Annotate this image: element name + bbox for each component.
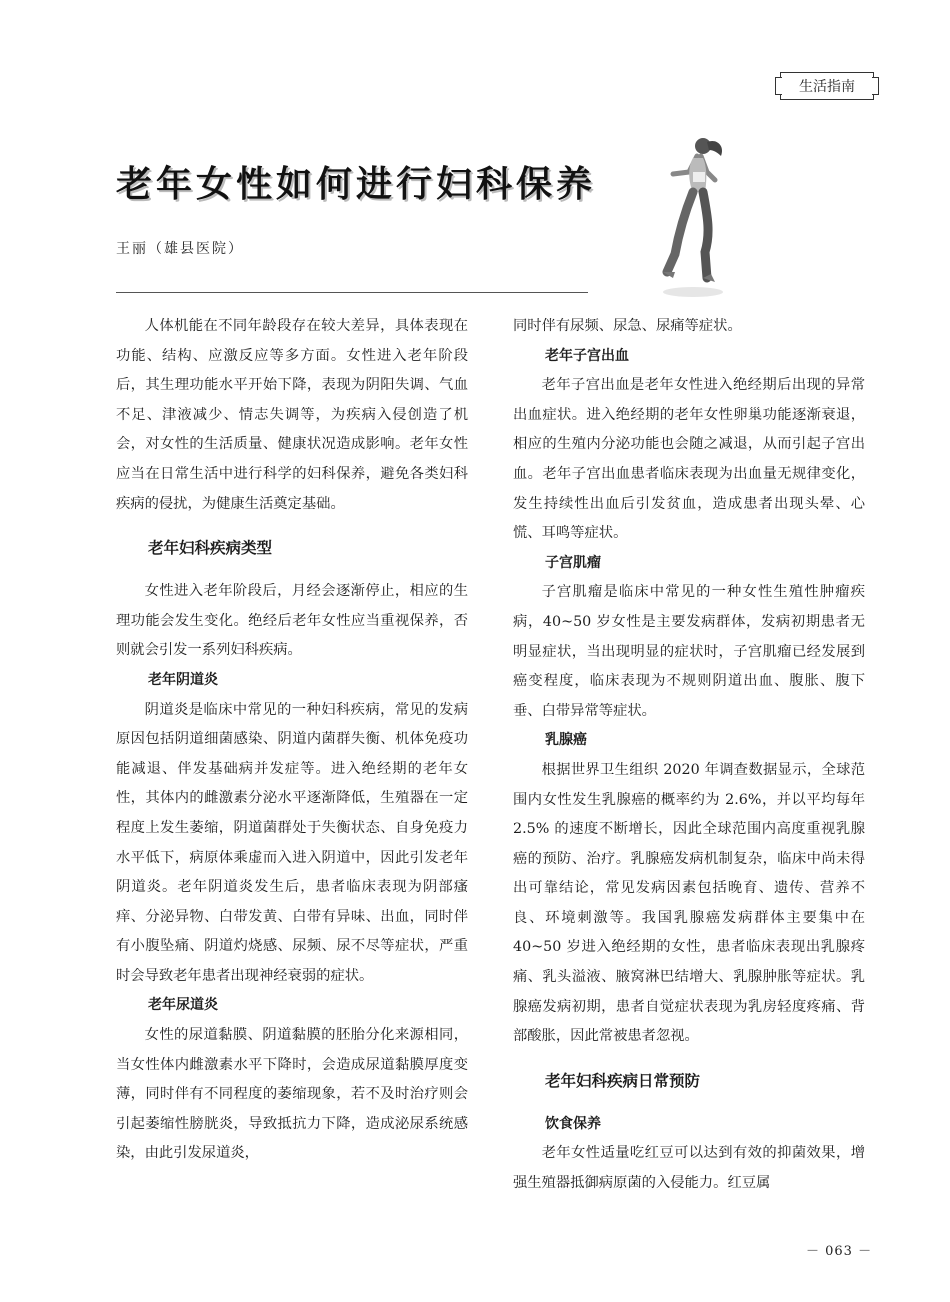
section-heading-prevention: 老年妇科疾病日常预防 (545, 1071, 701, 1090)
vaginitis-paragraph: 阴道炎是临床中常见的一种妇科疾病，常见的发病原因包括阴道细菌感染、阴道内菌群失衡、机体免疫功能减退、伴发基础病并发症等。进入绝经期的老年女性，其体内的雌激素分泌水平逐渐降低，生殖器在一定程度上发生萎缩，阴道菌群处于失衡状态、自身免疫力水平低下，病原体乘虚而入进入阴道中，因此引发老年阴道炎。老年阴道炎发生后，患者临床表现为阴部瘙痒、分泌异物、白带发黄、白带有异味、出血，同时伴有小腹坠痛、阴道灼烧感、尿频、尿不尽等症状，严重时会导致老年患者出现神经衰弱的症状。 (116, 701, 468, 984)
section-heading-disease-types: 老年妇科疾病类型 (148, 539, 273, 558)
subheading-diet: 饮食保养 (545, 1115, 601, 1132)
page-number: － 063 － (806, 1244, 873, 1259)
title-divider (116, 292, 588, 293)
uterine-fibroids-paragraph: 子宫肌瘤是临床中常见的一种女性生殖性肿瘤疾病，40~50 岁女性是主要发病群体，发病初期患者无明显症状，当出现明显的症状时，子宫肌瘤已经发展到癌变程度，临床表现为不规则阴道出血、腹胀、腹下垂、白带异常等症状。 (513, 584, 865, 719)
subheading-vaginitis: 老年阴道炎 (148, 671, 218, 688)
section-intro-paragraph: 女性进入老年阶段后，月经会逐渐停止，相应的生理功能会发生变化。绝经后老年女性应当重视保养，否则就会引发一系列妇科疾病。 (116, 583, 468, 659)
subheading-breast-cancer: 乳腺癌 (545, 732, 587, 749)
runner-illustration-icon (645, 132, 740, 300)
left-column (116, 312, 468, 1169)
continued-paragraph: 同时伴有尿频、尿急、尿痛等症状。 (513, 318, 742, 334)
right-column (513, 312, 865, 1199)
urethritis-paragraph: 女性的尿道黏膜、阴道黏膜的胚胎分化来源相同，当女性体内雌激素水平下降时，会造成尿道黏膜厚度变薄，同时伴有不同程度的萎缩现象，若不及时治疗则会引起萎缩性膀胱炎，导致抵抗力下降，造成泌尿系统感染，由此引发尿道炎， (116, 1027, 468, 1162)
author-line: 王丽（雄县医院） (116, 241, 244, 257)
section-tag: 生活指南 (780, 72, 874, 100)
diet-paragraph: 老年女性适量吃红豆可以达到有效的抑菌效果，增强生殖器抵御病原菌的入侵能力。红豆属 (513, 1145, 865, 1192)
subheading-uterine-fibroids: 子宫肌瘤 (545, 554, 601, 571)
subheading-uterine-bleeding: 老年子宫出血 (545, 347, 629, 364)
breast-cancer-paragraph: 根据世界卫生组织 2020 年调查数据显示，全球范围内女性发生乳腺癌的概率约为 2.6%，并以平均每年 2.5% 的速度不断增长，因此全球范围内高度重视乳腺癌的预防、治疗。乳腺癌发病机制复杂，临床中尚未得出可靠结论，常见发病因素包括晚育、遗传、营养不良、环境刺激等。我国乳腺癌发病群体主要集中在 40~50 岁进入绝经期的女性，患者临床表现出乳腺疼痛、乳头溢液、腋窝淋巴结增大、乳腺肿胀等症状。乳腺癌发病初期，患者自觉症状表现为乳房轻度疼痛、背部酸胀，因此常被患者忽视。 (513, 761, 865, 1045)
article-title: 老年女性如何进行妇科保养 (116, 164, 597, 205)
subheading-urethritis: 老年尿道炎 (148, 997, 218, 1014)
uterine-bleeding-paragraph: 老年子宫出血是老年女性进入绝经期后出现的异常出血症状。进入绝经期的老年女性卵巢功能逐渐衰退，相应的生殖内分泌功能也会随之减退，从而引起子宫出血。老年子宫出血患者临床表现为出血量无规律变化，发生持续性出血后引发贫血，造成患者出现头晕、心慌、耳鸣等症状。 (513, 377, 865, 542)
intro-paragraph: 人体机能在不同年龄段存在较大差异，具体表现在功能、结构、应激反应等多方面。女性进入老年阶段后，其生理功能水平开始下降，表现为阴阳失调、气血不足、津液减少、情志失调等，为疾病入侵创造了机会，对女性的生活质量、健康状况造成影响。老年女性应当在日常生活中进行科学的妇科保养，避免各类妇科疾病的侵扰，为健康生活奠定基础。 (116, 318, 468, 512)
